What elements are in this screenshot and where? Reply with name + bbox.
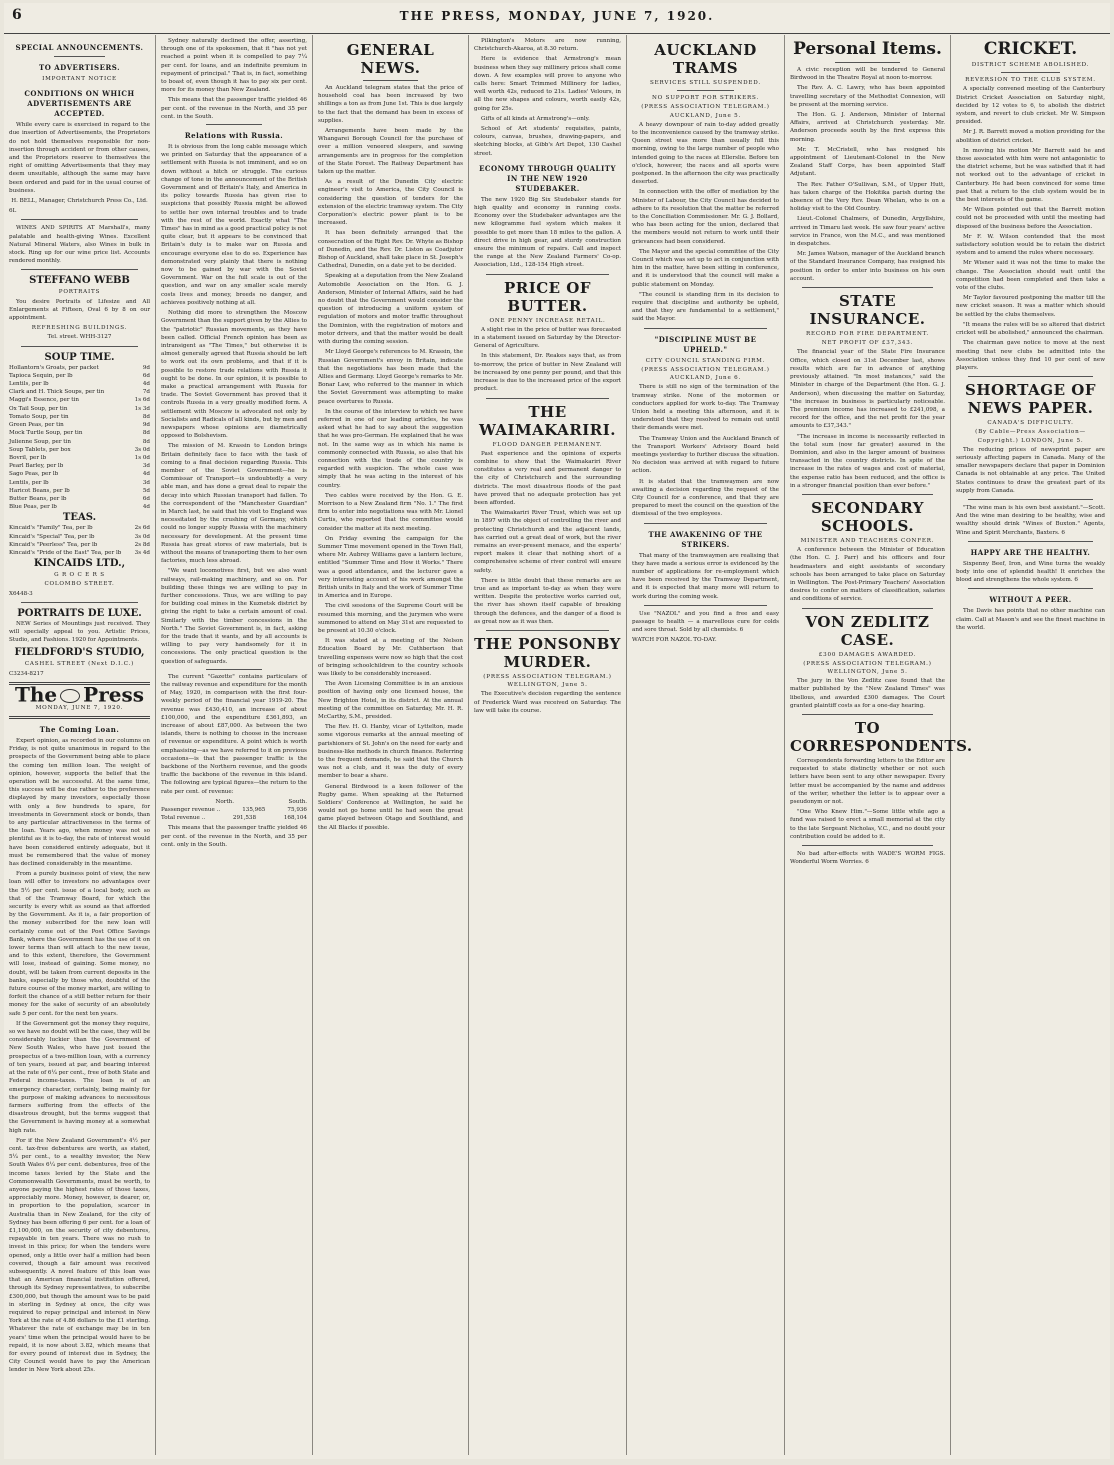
article-paragraph: A slight rise in the price of butter was forecasted in a statement issued on Saturday by the Director-General of Agriculture. [474, 326, 621, 350]
price-item-value: 8d [142, 413, 150, 420]
divider [21, 602, 138, 603]
wade-line: No bad after-effects with WADE'S WORM FIGS. Wonderful Worm Worries. 6 [790, 851, 945, 866]
railway-table-row: Total revenue .. 291,538 168,104 [161, 815, 307, 822]
personal-item: Mr. James Watson, manager of the Auckland branch of the Standard Insurance Company, has resigned his position in order to enter into business on his own account. [790, 251, 945, 282]
price-row [9, 549, 150, 557]
economy-heading: ECONOMY THROUGH QUALITY IN THE NEW 1920 STUDEBAKER. [479, 163, 616, 193]
shortage-dateline: (By Cable—Press Association—Copyright.) LONDON, June 5. [975, 429, 1086, 444]
flag-word-press: Press [83, 682, 144, 707]
news-item: Mr Lloyd George's references to M. Krassin, the Russian Government's envoy in Britain, indicate that the negotiations has been made that the Allies and Germany. Lloyd George's remarks to Mr. Bonar Law, who referred to the manner in which the Soviet Government was attempting to make peace overtures to Russia. [318, 349, 463, 405]
nazol-text: Use "NAZOL" and you find a free and easy passage to health — a marvellous cure for colds and sore throat. Sold by all chemists. 6 [632, 610, 779, 634]
divider [486, 630, 609, 631]
column-1 [4, 35, 156, 1455]
conditions-heading: CONDITIONS ON WHICH ADVERTISEMENTS ARE ACCEPTED. [24, 89, 135, 119]
fieldford-code: C3234-8217 [9, 670, 44, 677]
trams-heading: AUCKLAND TRAMS [654, 41, 757, 77]
price-item-name: Hollantorn's Groats, per packet [9, 364, 99, 371]
price-item-name: Kincaid's "Special" Tea, per lb [9, 533, 95, 540]
price-item-value: 3s 4d [134, 549, 150, 556]
ponsonby-text: The Executive's decision regarding the sentence of Frederick Ward was received on Saturday. The law will take its course. [474, 691, 621, 714]
price-row [9, 380, 150, 388]
shortage-subheading: CANADA'S DIFFICULTY. [987, 420, 1074, 427]
masthead [4, 3, 1110, 34]
secondary-schools-text: A conference between the Minister of Education (the Hon. C. J. Parr) and his officers and four headmasters and eight assistants of secondary schools has been arranged to take place on Saturday in Wellington. The Post-Primary Teachers' Association desires to confer on matters of classification, salaries and conditions of service. [790, 547, 945, 603]
price-item-value: 5d [142, 487, 150, 494]
article-paragraph: Sydney naturally declined the offer, asserting, through one of its spokesmen, that it "has not yet reached a point when it is compelled to pay 7¼ per cent. for loans, and an indefinite premium in repayment of principal." That is, in fact, something to boast of, even though it has to pay six per cent. more for its money than New Zealand. [161, 38, 307, 94]
conditions-text: While every care is exercised in regard to the due insertion of Advertisements, the Proprietors do not hold themselves responsible for non-insertion through accident or from other causes, and the Proprietors reserve to themselves the right of omitting Advertisements that they may deem unsuitable, although the same may have been ordered and paid for in the usual course of business. [9, 122, 150, 194]
news-item: General Birdwood is a keen follower of the Rugby game. When speaking at the Returned Soldiers' Conference at Wellington, he said he would not go home until he had seen the great game played between Otago and Southland, and the All Blacks if possible. [318, 783, 463, 831]
trams-dateline: (PRESS ASSOCIATION TELEGRAM.) AUCKLAND, June 5. [641, 104, 770, 119]
notice-item: Pilkington's Motors are now running, Christchurch-Akaroa, at 8.30 return. [474, 38, 621, 53]
price-row [9, 372, 150, 380]
price-row [9, 446, 150, 454]
happy-heading: HAPPY ARE THE HEALTHY. [970, 547, 1091, 557]
article-paragraph: The current "Gazette" contains particulars of the railway revenue and expenditure for the month of May, 1920, in comparison with the first four-weekly period of the financial year 1919-20. The revenue was £430,410, an increase of about £100,000, and the expenditure £361,893, an increase of about £87,000. As between the two islands, there is nothing to choose in the increase of revenue or expenditure. A point which is worth emphasising—as we have referred to it on previous occasions—is that the passenger traffic is the backbone of the Northern revenue, and the goods traffic the backbone of the revenue in this island. The following are typical figures—the return to the rate per cent. of revenue: [161, 673, 307, 795]
railway-table-header: North. South. [215, 798, 307, 805]
fieldford-title: FIELDFORD'S STUDIO, [14, 647, 145, 659]
price-item-value: 3s 0d [134, 446, 150, 453]
price-row [9, 533, 150, 541]
column-5 [627, 35, 785, 1455]
trams-article [632, 121, 779, 324]
economy-text: The new 1920 Big Six Studebaker stands for high quality and economy in running costs. Economy over the Studebaker advantages are the new kilogramme fuel system which makes it possible to get more than 18 miles to the gallon. A direct drive in high gear, and sturdy construction ensure the minimum of repairs. Call and inspect the range at the New Zealand Farmers' Co-op. Association, Ltd., 128-154 High street. [474, 196, 621, 269]
article-paragraph: This means that the passenger traffic yielded 46 per cent. of the revenue in the North, and 35 per cent. in the South. [161, 97, 307, 120]
wines-text: WINES AND SPIRITS AT Marshall's, many palatable and health-giving Wines. Excellent Natural Mineral Waters, also Wines in bulk in stock. Ring up for our wine price list. Accounts rendered monthly. [9, 225, 150, 265]
article-paragraph: The chairman gave notice to move at the next meeting that new clubs be admitted into the Association unless they find 10 per cent of new players. [956, 340, 1105, 371]
divider [802, 714, 933, 715]
discipline-article [632, 383, 779, 518]
article-paragraph: The Tramway Union and the Auckland Branch of the Transport Workers' Advisory Board held meetings yesterday to further discuss the situation. No decision was arrived at with regard to future action. [632, 435, 779, 475]
personal-item: A civic reception will be tendered to General Birdwood in the Theatre Royal at noon to-morrow. [790, 67, 945, 82]
portraits-text: NEW Series of Mountings just received. They will specially appeal to you. Artistic Prices, Studio, and Fashions. 1920 for Appointments. [9, 620, 150, 644]
price-item-name: Lentils, per lb [9, 381, 49, 388]
coming-loan-continued [161, 37, 307, 121]
butter-subheading: ONE PENNY INCREASE RETAIL. [489, 317, 606, 324]
coming-loan-article [9, 737, 150, 1375]
notices [474, 37, 621, 158]
price-item-value: 4d [142, 381, 150, 388]
price-row [9, 495, 150, 503]
price-row [9, 388, 150, 396]
news-item: It was stated at a meeting of the Nelson Education Board by Mr. Cuthbertson that travelling expenses were now so high that the cost of bringing schoolchildren to the country schools was likely to be considerably increased. [318, 638, 463, 678]
insurance-article [790, 348, 945, 489]
price-row [9, 470, 150, 478]
awakening-text: That many of the tramwaymen are realising that they have made a serious error is evidenced by the number of applications for re-employment which have been received by the Tramway Department, and it is expected that many more will return to work during the coming week. [632, 552, 779, 600]
insurance-subheading-2: NET PROFIT OF £37,343. [821, 340, 914, 347]
price-item-value: 9d [142, 364, 150, 371]
price-row [9, 503, 150, 511]
news-item: The civil sessions of the Supreme Court will be resumed this morning, and the jurymen who were summoned to attend on May 31st are requested to be present at 10.30 o'clock. [318, 603, 463, 634]
article-paragraph: Mr J. R. Barrett moved a motion providing for the abolition of district cricket. [956, 129, 1105, 144]
price-item-value: 8d [142, 438, 150, 445]
price-item-name: Julienne Soup, per tin [9, 438, 71, 445]
zedlitz-heading: VON ZEDLITZ CASE. [805, 612, 930, 649]
russia-article [161, 143, 307, 666]
price-row [9, 479, 150, 487]
article-paragraph: A specially convened meeting of the Canterbury District Cricket Association on Saturday night, decided by 12 votes to 6, to abolish the district system, and revert to club cricket. Mr W. Simpson presided. [956, 86, 1105, 126]
price-item-name: Tomato Soup, per tin [9, 413, 69, 420]
zedlitz-subheading: £300 DAMAGES AWARDED. [818, 651, 917, 658]
divider [802, 287, 933, 288]
soup-title: SOUP TIME. [44, 351, 115, 363]
price-row [9, 487, 150, 495]
news-item: As a result of the Dunedin City electric engineer's visit to America, the City Council is considering the question of tenders for the extension of the electric tramway system. The City Corporation's electric power plant is to be increased. [318, 179, 463, 227]
railway-table-note: This means that the passenger traffic yielded 46 per cent. of the revenue in the North, and 35 per cent. only in the South. [161, 825, 307, 848]
zedlitz-text: The jury in the Von Zedlitz case found that the matter published by the "New Zealand Times" was libellous, and awarded £300 damages. The Court granted plaintiff costs as for a one-day hearing. [790, 678, 945, 709]
article-paragraph: Nothing did more to strengthen the Moscow Government than the support given by the Allies to the "patriotic" Russian movements, as they have been called. Official French opinion has been as intransigent as "The Times," but otherwise it is almost generally agreed that Russia should be left to work out its own problems, and that if it is possible to restore trade relations with Russia it ought to be done. In our opinion, it is possible to make a practical arrangement with Russia for trade. The Soviet Government has proved that it controls Russia in a very greatly modified form. A settlement with Moscow is advocated not only by Socialists and Radicals of all kinds, but by men and newspapers whose opinions are diametrically opposed to Bolshevism. [161, 310, 307, 440]
divider [644, 328, 767, 329]
railway-table-row: Passenger revenue .. 135,965 75,936 [161, 807, 307, 814]
price-item-name: Clark and H. Thick Soups, per tin [9, 389, 105, 396]
article-paragraph: Mr Wisner said it was not the time to make the change. The Association should wait until the competition had been completed and then take a vote of the clubs. [956, 260, 1105, 292]
article-paragraph: There is little doubt that these remarks are as true and as important to-day as when they were written. Despite the protective works carried out, the river has shown itself capable of breaking through the defences, and the danger of a flood is as great now as it was then. [474, 577, 621, 625]
price-row [9, 541, 150, 549]
news-item: In the course of the interview to which we have referred in one of our leading articles, he was asked what he had to say about the suggestion that he was pro-German. He explained that he was not. In the same way as in which his name is commonly connected with Russia, so also that his connection with the trade of the country is regarded with suspicion. The whole case was simply that he was acting in the interest of his country. [318, 408, 463, 489]
price-item-name: Lentils, per lb [9, 479, 49, 486]
special-announcements-heading: SPECIAL ANNOUNCEMENTS. [15, 43, 144, 52]
kincaids-sub: G R O C E R S [54, 572, 105, 579]
article-paragraph: There is still no sign of the termination of the tramway strike. None of the motormen or conductors applied for work to-day. The Tramway Union held a meeting this afternoon, and it is understood that they resolved to remain out until their demands were met. [632, 384, 779, 432]
news-item: It has been definitely arranged that the consecration of the Right Rev. Dr. Whyte as Bishop of Dunedin, and the Rev. Dr. Liston as Coadjutor Bishop of Auckland, shall take place in St. Joseph's Cathedral, Dunedin, on a date yet to be decided. [318, 230, 463, 270]
notice-item: School of Art students' requisites, paints, colours, canvas, brushes, drawing-papers, and sketching blocks, at Gibb's Art Depot, 130 Cashel street. [474, 126, 621, 157]
article-paragraph: From a purely business point of view, the new loan will offer to investors no advantages over the 5½ per cent. issue of a local body, such as that of the Tramway Board, for which the security is every whit as sound as that afforded by the Government. As it is, a fair proportion of the money subscribed for the new loan will certainly come out of the Post Office Savings Bank, where the Government has the use of it on lower terms than will attach to the new issue, and to this extent, therefore, the Government will lose, instead of gaining. Some money, no doubt, will be taken from current deposits in the banks, especially by those who, doubtful of the future course of the money market, are willing to forfeit the chance of a still better return for their money for the sake of security of an absolutely safe 5 per cent. for the next ten years. [9, 871, 150, 1017]
price-row [9, 438, 150, 446]
waimakariri-article [474, 450, 621, 626]
article-paragraph: Mr Taylor favoured postponing the matter till the new cricket season. It was a matter which should be settled by the clubs themselves. [956, 295, 1105, 318]
price-row [9, 524, 150, 532]
divider [677, 90, 734, 91]
column-2 [156, 35, 313, 1455]
divider [486, 274, 609, 275]
kincaids-address: COLOMBO STREET. [44, 581, 115, 588]
article-paragraph: The financial year of the State Fire Insurance Office, which closed on 31st December last, shows results which are far in advance of anything previously attained. "In most instances," said the Minister in charge of the Department (the Hon. G. J. Anderson), when discussing the matter on Saturday, "the increase in business is particularly noticeable. The premium income has increased to £241,098, a record for the office, and the net profit for the year amounts to £37,343." [790, 349, 945, 430]
fieldford-address: CASHEL STREET (Next D.I.C.) [24, 661, 135, 668]
portraits-title: PORTRAITS DE LUXE. [17, 607, 142, 619]
article-paragraph: In connection with the offer of mediation by the Minister of Labour, the City Council has decided to adhere to its resolution that the matter be referred to the Conciliation Commissioner. Mr. G. J. Bollard, who has been acting for the union, declared that the members would not return to work until their grievances had been considered. [632, 189, 779, 245]
date-line: MONDAY, JUNE 7, 1920. [35, 704, 124, 711]
trams-subheading: SERVICES STILL SUSPENDED. [650, 80, 761, 86]
insurance-subheading: RECORD FOR FIRE DEPARTMENT. [806, 331, 929, 338]
price-item-value: 4d [142, 504, 150, 511]
column-4 [469, 35, 627, 1455]
soup-price-list [9, 364, 150, 512]
divider [802, 494, 933, 495]
column-3 [313, 35, 469, 1455]
divider [21, 219, 138, 220]
article-paragraph: Mr Wilson pointed out that the Barrett motion could not be proceeded with until the meeting had disposed of the business before the Association. [956, 207, 1105, 230]
price-item-name: Bovril, per lb [9, 454, 47, 461]
newspaper-flag [9, 682, 150, 707]
divider [835, 62, 900, 63]
flag-word-the: The [15, 682, 58, 707]
personal-item: Mr. T. McCristell, who has resigned his appointment of Lieutenant-Colonel in the New Zealand Staff Corps, has been appointed Staff Adjutant. [790, 146, 945, 178]
article-paragraph: In moving his motion Mr Barrett said he and those associated with him were not antagonistic to the district scheme, but he was satisfied that it had not worked out to the advantage of cricket in Canterbury. He had been convinced for some time past that a return to the club system would be in the best interests of the game. [956, 147, 1105, 204]
news-item: The Avon Licensing Committee is in an anxious position of having only one licensed house, the New Brighton Hotel, in its district. At the annual meeting of the committee on Saturday, Mr. H. R. McCarthy, S.M., presided. [318, 681, 463, 721]
signed: H. BELL, Manager, Christchurch Press Co., Ltd. [11, 198, 148, 205]
price-item-name: Maggi's Essence, per tin [9, 397, 79, 404]
discipline-dateline: (PRESS ASSOCIATION TELEGRAM.) AUCKLAND, June 6. [641, 366, 770, 382]
price-item-value: 3d [142, 463, 150, 470]
news-item: Two cables were received by the Hon. G. E. Morrison to a New Zealand firm "No. 1." The first firm to enter into negotiations was with Mr. Lionel Curtis, who reported that the committee would consider the matter at its next meeting. [318, 492, 463, 532]
price-item-value: 2s 6d [134, 525, 150, 532]
running-head: THE PRESS, MONDAY, JUNE 7, 1920. [399, 9, 715, 23]
news-item: The Rev. H. O. Hanby, vicar of Lyttelton, made some vigorous remarks at the annual meeting of parishioners of St. John's on the need for early and business-like methods in church finance. Referring to the frequent demands, he said that the Church was not a club, and it was the duty of every member to bear a share. [318, 724, 463, 780]
shortage-text: The reducing prices of newsprint paper are seriously affecting papers in Canada. Many of the smaller newspapers declare that paper in Dominion Canada is not obtainable at any price. The United States continues to draw the greatest part of its supply from Canada. [956, 446, 1105, 494]
webb-sub: PORTRAITS [58, 289, 101, 296]
shortage-heading: SHORTAGE OF NEWS PAPER. [965, 381, 1096, 418]
correspondents-text: Correspondents forwarding letters to the Editor are requested to state distinctly whether or not such letters have been sent to any other newspaper. Every letter must be accompanied by the name and address of the writer, whether the letter is to appear over a pseudonym or not. [790, 757, 945, 805]
personal-item: The Hon. G. J. Anderson, Minister of Internal Affairs, arrived at Christchurch yesterday. Mr. Anderson proceeds south by the first express this morning. [790, 112, 945, 143]
butter-heading: PRICE OF BUTTER. [503, 278, 592, 315]
price-item-value: 3s 0d [134, 533, 150, 540]
divider [206, 124, 262, 125]
general-news-article [318, 84, 463, 832]
news-item: On Friday evening the campaign for the Summer Time movement opened in the Town Hall, where Mr. Aubrey Williams gave a lantern lecture, entitled "Summer Time and How it Works." There was a good attendance, and the lecturer gave a very interesting account of his work amongst the British units in Italy and the work of Summer Time in America and in Europe. [318, 535, 463, 600]
awakening-heading: THE AWAKENING OF THE STRIKERS. [648, 529, 763, 549]
webb-title: STEFFANO WEBB [29, 275, 130, 287]
price-item-value: 6d [142, 495, 150, 502]
cricket-heading: CRICKET. [983, 39, 1078, 59]
price-item-value: 3d [142, 479, 150, 486]
railway-table [161, 798, 307, 823]
correspondents-heading: TO CORRESPONDENTS. [790, 718, 973, 755]
advertisers-heading: TO ADVERTISERS. [38, 63, 121, 72]
correspondents-answers: "One Who Knew Him."—Some little while ago a fund was raised to erect a small memorial at the city to the late Sergeant Nicholas, V.C., and no doubt your contribution could be added to it. [790, 809, 945, 840]
webb-text: You desire Portraits of Lifesize and All Enlargements at Fifteen, Oval 6 by 8 on our appointment. [9, 298, 150, 322]
cricket-article [956, 85, 1105, 372]
divider [968, 541, 1093, 542]
webb-sub2: REFRESHING BUILDINGS. [31, 325, 128, 332]
newspaper-page [4, 3, 1110, 1459]
price-item-name: Pearl Barley, per lb [9, 463, 64, 470]
column-6 [785, 35, 973, 1455]
trams-subheading-2: NO SUPPORT FOR STRIKERS. [651, 95, 760, 102]
news-item: Speaking at a deputation from the New Zealand Automobile Association on the Hon. G. J. Anderson, Minister of Internal Affairs, said he had no doubt that the Government would consider the question of introducing a uniform system of regulation of motors and motor traffic throughout the Dominion, with the registration of motors and motor drivers, and that the matter would be dealt with during the coming session. [318, 273, 463, 346]
price-row [9, 364, 150, 372]
coming-loan-heading: The Coming Loan. [39, 724, 120, 734]
general-news-heading: GENERAL NEWS. [346, 41, 435, 77]
russia-heading: Relations with Russia. [184, 131, 284, 141]
price-row [9, 396, 150, 404]
price-item-name: Soup Tablets, per box [9, 446, 71, 453]
article-paragraph: The mission of M. Krassin to London brings Britain definitely face to face with the task of coming to a final decision regarding Russia. This member of the Soviet Government—he is Commissar of Transport—is undoubtedly a very able man, and has done a great deal to repair the decay into which Russian transport had fallen. To the correspondent of the "Manchester Guardian" in March last, he said that his visit to England was necessitated by the crushing of Germany, which could no longer supply Russia with the machinery necessary for development. At the present time Russia has great stores of raw materials, but is without the means of transporting them to her own factories, much less abroad. [161, 443, 307, 565]
article-paragraph: For if the New Zealand Government's 4½ per cent. tax-free debentures are worth, as stated, 5¼ per cent., to a wealthy investor, the New South Wales 6¼ per cent. debentures, free of the income taxes levied by the State and the Commonwealth Governments, must be worth, to anyone paying the highest rates of those taxes, appreciably more. Money, however, is dearer, or, in proportion to the population, scarcer in Australia than in New Zealand, for the city of Sydney has been offering 6 per cent. for a loan of £1,100,000, on the security of city debentures, repayable in ten years. There was no rush to invest in this price; for when the tenders were opened, only a little over half a million had been covered, though a fair amount was received subsequently. A novel feature of this loan was that an American financial institution offered, through its Sydney representatives, to subscribe £300,000, but though the amount was to be paid in sterling in Sydney at once, the city was required to repay principal and interest in New York at the rate of 4.86 dollars to the £1 sterling. Whatever the rate of exchange may be in ten years' time when the principal would have to be repaid, it is now about 3.82, which means that for every pound of interest due in Sydney, the City Council would have to pay the American lender in New York about 25s. [9, 1137, 150, 1374]
article-paragraph: "It means the rules will be so altered that district cricket will be abolished," announced the chairman. [956, 321, 1105, 337]
price-item-name: Blue Peas, per lb [9, 504, 57, 511]
article-paragraph: Mr F. W. Wilson contended that the most satisfactory solution would be to retain the district system and to amend the rules where necessary. [956, 233, 1105, 257]
article-paragraph: The Waimakariri River Trust, which was set up in 1897 with the object of controlling the river and protecting Christchurch and the adjacent lands, has carried out a great deal of work, but the river remains an ever-present menace, and the experts' report makes it clear that nothing short of a comprehensive scheme of river control will ensure safety. [474, 510, 621, 574]
waimakariri-subheading: FLOOD DANGER PERMANENT. [492, 441, 603, 448]
cricket-subheading-2: REVERSION TO THE CLUB SYSTEM. [965, 77, 1096, 84]
important-notice: IMPORTANT NOTICE [42, 76, 117, 82]
article-paragraph: The Mayor and the special committee of the City Council which was set up to act in conjunction with him in the matter, have been sitting in conference, and it is understood that the council will make a public statement on Monday. [632, 248, 779, 288]
article-paragraph: It is obvious from the long cable message which we printed on Saturday that the appearance of a settlement with Russia is not imminent, and so on down without a hitch or struggle. The curious change of tone in the announcement of the British Government and of Britain's Italy, and America in its policy towards Russia has given rise to suspicions that possibly Russia might be allowed to settle her own internal troubles and to trade with the rest of the world. Exactly what "The Times" has in mind as a good practical policy is not quite clear, but it appears to be convinced that Britain's duty is to make war on Russia and encourage everyone else to do so. Experience has demonstrated very plainly that there is nothing now to be gained by war with the Soviet Government. War on the full scale is out of the question, and war on any smaller scale merely costs lives and money, breeds no danger, and achieves positively nothing at all. [161, 144, 307, 306]
personal-items-article [790, 66, 945, 283]
price-item-name: Green Peas, per tin [9, 422, 64, 429]
price-row [9, 454, 150, 462]
divider [802, 608, 933, 609]
personal-item: The Rev. A. C. Lawry, who has been appointed travelling secretary of the Methodist Connexion, will be present at the morning service. [790, 85, 945, 108]
wine-text: "The wine man is his own best assistant."—Scott. And the wine man desiring to be healthy, wise and wealthy should drink "Wines of Buxton." Agents, Wine and Spirit Merchants, Baxters. 6 [956, 504, 1105, 536]
price-item-name: Kincaid's "Peerless" Tea, per lb [9, 541, 98, 548]
price-row [9, 413, 150, 421]
price-item-value: 1s 6d [134, 397, 150, 404]
price-row [9, 462, 150, 470]
price-item-value: 7d [142, 389, 150, 396]
personal-item: Lieut.-Colonel Chalmers, of Dunedin, Argyllshire, arrived in Timaru last week. He saw four years' active service in France, won the M.C., and was mentioned in despatches. [790, 216, 945, 248]
divider [486, 398, 609, 399]
price-item-name: Kincaid's "Family" Tea, per lb [9, 525, 93, 532]
divider [9, 716, 150, 719]
price-item-name: Sago Peas, per lb [9, 471, 59, 478]
webb-phone: Tel. street. WHH-3127 [47, 334, 112, 341]
article-paragraph: Past experience and the opinions of experts combine to show that the Waimakariri River constitutes a very real and permanent danger to the city of Christchurch and the surrounding districts. The most disastrous floods of the past have proved that no adequate protection has yet been afforded. [474, 450, 621, 506]
notice-item: Here is evidence that Armstrong's mean business when they say millinery prices shall come down. A few examples will prove to anyone who calls here: Smart Trimmed Millinery for ladies, well worth 42s, reduced to 21s. Ladies' Velours, in all the new shapes and colours, worth easily 42s, going for 25s. [474, 56, 621, 112]
zedlitz-dateline: (PRESS ASSOCIATION TELEGRAM.) WELLINGTON, June 5. [803, 660, 932, 675]
divider [21, 269, 138, 270]
news-item: Arrangements have been made by the Whangarei Borough Council for the purchase of over a million veneered sleepers, and sawing arrangements are in progress for the completion of the State Forest. The Railway Department has taken up the matter. [318, 128, 463, 176]
gazette-article [161, 673, 307, 796]
price-row [9, 405, 150, 413]
divider [21, 346, 138, 347]
article-paragraph: Expert opinion, as recorded in our columns on Friday, is not quite unanimous in regard to the prospects of the Government being able to place the coming ten million loan. The weight of opinion, however, supports the belief that the operation will be successful. At the same time, this success will be due rather to the preference displayed by many investors, especially those with only a few hundreds to spare, for investments in Government stock or bonds, than to any particular attractiveness in the terms of the loan. Years ago, when money was not so plentiful as it is to-day, the rate of interest would have been considered entirely adequate, but it must be remembered that the value of money has declined considerably in the meantime. [9, 737, 150, 868]
divider [1001, 72, 1060, 73]
nazol-line: WATCH FOR NAZOL TO-DAY. [632, 637, 717, 644]
article-paragraph: It is stated that the tramwaymen are now awaiting a decision regarding the request of the City Council for a conference, and that they are prepared to meet the council on the question of the dismissal of the two employees. [632, 478, 779, 518]
price-item-value: 9d [142, 422, 150, 429]
divider [802, 845, 933, 846]
price-item-name: Butter Beans, per lb [9, 495, 67, 502]
cricket-subheading: DISTRICT SCHEME ABOLISHED. [971, 62, 1090, 68]
price-item-value: 1s 3d [134, 405, 150, 412]
price-item-value: 1s 0d [134, 454, 150, 461]
insurance-heading: STATE INSURANCE. [809, 292, 926, 329]
happy-text: Sixpenny Beef, Iron, and Wine turns the weakly body into one of splendid health! It enriches the blood and strengthens the whole system. 6 [956, 560, 1105, 584]
price-item-name: Kincaid's "Pride of the East" Tea, per lb [9, 549, 122, 556]
column-7 [951, 35, 1110, 1455]
peer-text: The Davis has points that no other machine can claim. Call at Mason's and see the finest machine in the world. [956, 608, 1105, 631]
waimakariri-heading: THE WAIMAKARIRI. [478, 402, 617, 439]
teas-title: TEAS. [62, 512, 97, 524]
kincaids-code: X6448-3 [9, 590, 33, 597]
divider [644, 523, 767, 524]
divider [968, 499, 1093, 500]
divider [206, 669, 262, 670]
divider [644, 605, 767, 606]
personal-item: The Rev. Father O'Sullivan, S.M., of Upper Hutt, has taken charge of the Hokitika parish during the absence of the Very Rev. Dean Whelan, who is on a holiday visit to the Old Country. [790, 181, 945, 213]
price-item-name: Mock Turtle Soup, per tin [9, 430, 83, 437]
price-item-value: 4d [142, 471, 150, 478]
divider [54, 56, 105, 57]
teas-price-list [9, 524, 150, 557]
article-paragraph: If the Government got the money they require, so we have no doubt will be the case, they will be considerably luckier than the Government of New South Wales, who have just issued the prospectus of a two-million loan, with a currency of ten years, issued at par, and bearing interest at the rate of 6¼ per cent., free of both State and Federal income-taxes. The loan is of an emergency character, certainly, being mainly for the purpose of making advances to necessitous farmers suffering from the effects of the disastrous drought, but the terms suggest that the Government is having money at a somewhat high rate. [9, 1020, 150, 1134]
article-paragraph: A heavy downpour of rain to-day added greatly to the inconvenience caused by the tramway strike. Queen street was more than usually full this morning, owing to the large number of people who intended going to the races at Ellerslie. Before ten o'clock, however, the races and all sports were postponed. In the afternoon the city was practically deserted. [632, 121, 779, 186]
price-item-value: 6d [142, 372, 150, 379]
kincaids-title: KINCAIDS LTD., [33, 558, 126, 570]
ponsonby-heading: THE PONSONBY MURDER. [474, 634, 621, 671]
price-item-value: 8d [142, 430, 150, 437]
butter-article [474, 326, 621, 394]
peer-heading: WITHOUT A PEER. [989, 595, 1072, 605]
discipline-heading: "DISCIPLINE MUST BE UPHELD." [654, 334, 757, 354]
price-item-name: Haricot Beans, per lb [9, 487, 70, 494]
signed-code: 6L [9, 208, 17, 215]
price-item-name: Ox Tail Soup, per tin [9, 405, 68, 412]
notice-item: Gifts of all kinds at Armstrong's—only. [481, 115, 590, 122]
price-item-name: Tapioca Sequin, per lb [9, 372, 73, 379]
secondary-schools-subheading: MINISTER AND TEACHERS CONFER. [800, 537, 935, 544]
page-number: 6 [12, 7, 22, 23]
article-paragraph: In this statement, Dr. Reakes says that, as from to-morrow, the price of butter in New Zealand will be increased by one penny per pound, and that this increase is due to the increased price of the export product. [474, 353, 621, 393]
secondary-schools-heading: SECONDARY SCHOOLS. [811, 498, 924, 535]
news-item: An Auckland telegram states that the price of household coal has been increased by two shillings a ton as from June 1st. This is due largely to the fact that the demand has been in excess of supplies. [318, 85, 463, 124]
article-paragraph: "The council is standing firm in its decision to require that discipline and authority be upheld, and that they are fundamental to a settlement," said the Mayor. [632, 291, 779, 323]
price-row [9, 421, 150, 429]
divider [968, 588, 1093, 589]
columns [4, 35, 1110, 1455]
article-paragraph: "We want locomotives first, but we also want railways, rail-making machinery, and so on. For building these things we are willing to pay in further concessions. Thus, we are willing to pay for building coal mines in the Kuznetsk district by giving the right to take a certain amount of coal. Similarly with the timber concessions in the North." The Soviet Government is, in fact, asking for the trade that it wants, and by all accounts is willing to pay very handsomely for it in concessions. The only practical question is the question of safeguards. [161, 568, 307, 665]
discipline-subheading: CITY COUNCIL STANDING FIRM. [645, 357, 766, 364]
personal-items-heading: Personal Items. [793, 39, 942, 59]
price-item-value: 2s 8d [134, 541, 150, 548]
price-row [9, 429, 150, 437]
divider [968, 376, 1093, 377]
article-paragraph: "The increase in income is necessarily reflected in the total sum (now far greater) assured in the Dominion, and also in the larger amount of business transacted in the country districts. In spite of the increase in the rates of wages and cost of material, the expense ratio has been reduced, and the office is in a stronger financial position than ever before." [790, 433, 945, 489]
crest-icon [60, 689, 80, 703]
ponsonby-dateline: (PRESS ASSOCIATION TELEGRAM.) WELLINGTON, June 5. [483, 673, 612, 689]
divider [363, 80, 418, 81]
